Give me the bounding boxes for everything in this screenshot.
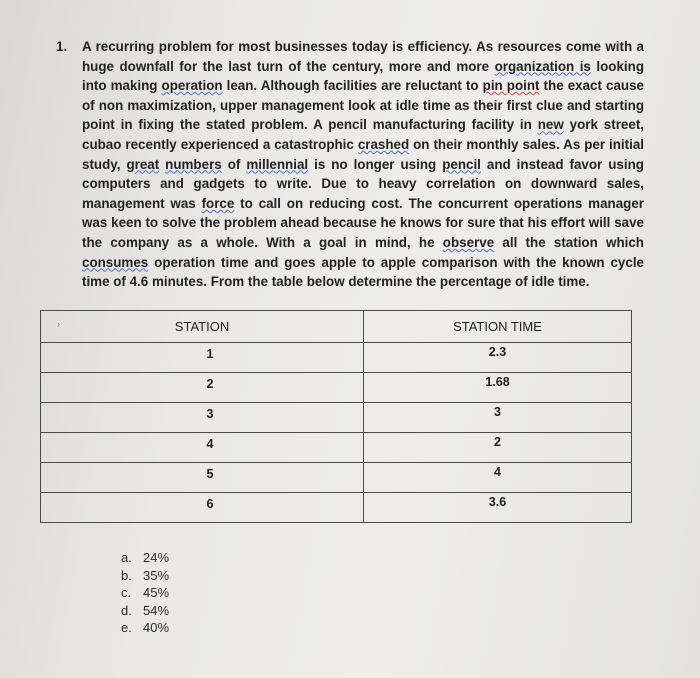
station-time-cell — [364, 433, 632, 463]
station-number: 6 — [206, 496, 214, 511]
answer-choice — [121, 567, 169, 585]
question-text-segment: A recurring problem for most businesses today is efficiency. As resources come with a huge downfall for the last turn of the century, more and more — [82, 39, 644, 74]
station-time-header: STATION TIME — [364, 311, 632, 343]
underlined-word: new — [537, 117, 564, 133]
question-text-segment: to call on reducing cost. The concurrent operations manager was keen to solve the problem ahead because he knows for sure that his effort will save the company as a whole. With a goal in mind, he — [82, 195, 644, 250]
cursor-mark: › — [57, 319, 60, 329]
station-time-value: 2.3 — [488, 344, 507, 359]
station-time-cell — [364, 373, 632, 403]
station-cell — [41, 403, 364, 433]
station-time-cell — [364, 493, 632, 523]
station-number: 4 — [206, 436, 214, 451]
station-time-cell — [364, 343, 632, 373]
answer-choice — [121, 584, 169, 602]
choice-text: 40% — [143, 620, 170, 635]
table-row — [41, 403, 632, 433]
station-cell — [41, 373, 364, 403]
choice-text: 35% — [143, 567, 170, 583]
question-number: 1. — [56, 39, 68, 54]
question-block — [56, 37, 644, 292]
answer-choices — [121, 549, 169, 637]
choice-text: 54% — [143, 602, 170, 618]
underlined-word: organization is — [494, 58, 591, 74]
choice-letter: c. — [121, 585, 132, 600]
question-text-segment: on their monthly sales. As per initial study, — [82, 136, 644, 172]
answer-choice — [121, 619, 169, 637]
question-text-segment: of — [221, 156, 247, 172]
underlined-word: pin point — [482, 78, 540, 94]
station-cell — [41, 433, 364, 463]
table-body — [41, 343, 632, 523]
station-time-value: 3 — [494, 404, 501, 419]
station-time-cell — [364, 463, 632, 493]
station-number: 2 — [206, 376, 214, 391]
underlined-word: crashed — [357, 136, 410, 152]
table-row — [41, 463, 632, 493]
question-text-segment: all the station which — [494, 234, 644, 250]
question-text-segment: looking into making — [82, 58, 644, 94]
station-time-value: 1.68 — [485, 374, 510, 389]
station-time-table — [40, 310, 632, 523]
station-time-value: 4 — [494, 464, 501, 479]
station-time-value: 2 — [494, 434, 501, 449]
question-text-segment: lean. Although facilities are reluctant to — [222, 78, 483, 94]
underlined-word: operation — [161, 78, 223, 94]
choice-letter: e. — [121, 620, 132, 635]
underlined-word: force — [201, 195, 235, 211]
table-row — [41, 433, 632, 463]
station-time-value: 3.6 — [488, 494, 507, 509]
underlined-word: consumes — [82, 254, 149, 270]
question-text-segment: is no longer using — [308, 156, 443, 172]
choice-text: 45% — [143, 585, 170, 600]
underlined-word: numbers — [165, 156, 222, 172]
table-row — [41, 343, 632, 373]
station-time-cell — [364, 403, 632, 433]
table-row — [41, 493, 632, 523]
choice-letter: a. — [121, 550, 132, 565]
choice-letter: b. — [121, 567, 132, 583]
question-text-segment: the exact cause of non maximization, upper management look at idle time as their first clue and starting point in fixing the stated problem. A pencil manufacturing facility in — [82, 78, 644, 133]
station-cell — [41, 493, 364, 523]
underlined-word: observe — [442, 234, 495, 250]
underlined-word: pencil — [442, 156, 481, 172]
table-row — [41, 373, 632, 403]
choice-text: 24% — [143, 550, 170, 565]
choice-letter: d. — [121, 602, 132, 618]
table-header-row — [41, 311, 632, 343]
question-text-segment: york street, cubao recently experienced a catastrophic — [82, 117, 644, 152]
station-cell — [41, 463, 364, 493]
underlined-word: millennial — [246, 156, 309, 172]
station-number: 3 — [206, 406, 214, 421]
question-text-segment: operation time and goes apple to apple comparison with the known cycle time of 4.6 minutes. From the table below determine the percentage of idle time. — [82, 254, 644, 290]
station-header: STATION — [41, 311, 364, 343]
question-text-segment: and instead favor using computers and gadgets to write. Due to heavy correlation on downward sales, management was — [82, 156, 644, 211]
question-text — [82, 37, 644, 292]
underlined-word: great — [126, 156, 160, 172]
answer-choice — [121, 602, 169, 620]
station-number: 5 — [206, 466, 214, 481]
station-cell — [41, 343, 364, 373]
station-number: 1 — [206, 346, 214, 361]
answer-choice — [121, 549, 169, 567]
